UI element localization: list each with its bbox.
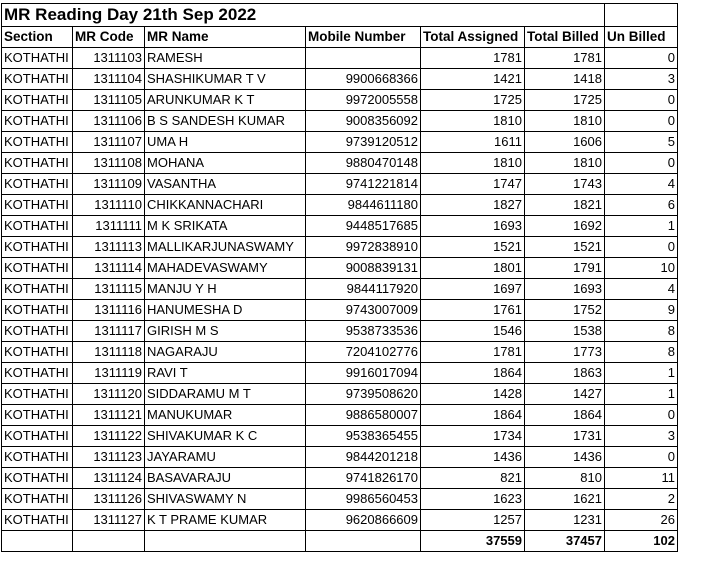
cell-un-billed: 3 bbox=[605, 426, 678, 447]
cell-mr-name: ARUNKUMAR K T bbox=[145, 90, 306, 111]
cell-mobile-number: 9886580007 bbox=[306, 405, 421, 426]
column-header-un-billed: Un Billed bbox=[605, 27, 678, 48]
cell-un-billed: 1 bbox=[605, 384, 678, 405]
spreadsheet bbox=[1, 3, 678, 552]
cell-un-billed: 1 bbox=[605, 363, 678, 384]
cell-un-billed: 11 bbox=[605, 468, 678, 489]
cell-un-billed: 0 bbox=[605, 90, 678, 111]
cell-total-assigned: 1421 bbox=[421, 69, 525, 90]
cell-section: KOTHATHI bbox=[2, 279, 73, 300]
cell-mobile-number: 9538365455 bbox=[306, 426, 421, 447]
cell-mobile-number: 9844611180 bbox=[306, 195, 421, 216]
cell-total-assigned: 1761 bbox=[421, 300, 525, 321]
cell-total-billed: 1725 bbox=[525, 90, 605, 111]
cell-mobile-number: 9972005558 bbox=[306, 90, 421, 111]
cell-total-assigned: 1781 bbox=[421, 342, 525, 363]
cell-mobile-number: 9972838910 bbox=[306, 237, 421, 258]
table-row bbox=[2, 489, 678, 510]
cell-mr-name: SIDDARAMU M T bbox=[145, 384, 306, 405]
cell-mobile-number: 9741221814 bbox=[306, 174, 421, 195]
cell-section: KOTHATHI bbox=[2, 153, 73, 174]
cell-section: KOTHATHI bbox=[2, 216, 73, 237]
cell-mr-name: RAMESH bbox=[145, 48, 306, 69]
cell-mr-code: 1311109 bbox=[73, 174, 145, 195]
cell-mobile-number: 9880470148 bbox=[306, 153, 421, 174]
total-section bbox=[2, 531, 73, 552]
cell-mr-code: 1311115 bbox=[73, 279, 145, 300]
cell-section: KOTHATHI bbox=[2, 111, 73, 132]
sheet-title: MR Reading Day 21th Sep 2022 bbox=[2, 4, 605, 27]
cell-total-billed: 1743 bbox=[525, 174, 605, 195]
cell-section: KOTHATHI bbox=[2, 426, 73, 447]
total-mobile-number bbox=[306, 531, 421, 552]
cell-total-billed: 1521 bbox=[525, 237, 605, 258]
cell-mobile-number: 9844117920 bbox=[306, 279, 421, 300]
cell-mr-code: 1311103 bbox=[73, 48, 145, 69]
cell-un-billed: 3 bbox=[605, 69, 678, 90]
cell-mr-name: SHIVAKUMAR K C bbox=[145, 426, 306, 447]
title-row bbox=[2, 4, 678, 27]
table-row bbox=[2, 300, 678, 321]
cell-mr-code: 1311120 bbox=[73, 384, 145, 405]
cell-un-billed: 8 bbox=[605, 321, 678, 342]
cell-mr-code: 1311108 bbox=[73, 153, 145, 174]
cell-mobile-number: 9986560453 bbox=[306, 489, 421, 510]
cell-mr-name: SHIVASWAMY N bbox=[145, 489, 306, 510]
cell-total-assigned: 1611 bbox=[421, 132, 525, 153]
cell-total-assigned: 1747 bbox=[421, 174, 525, 195]
cell-total-billed: 1773 bbox=[525, 342, 605, 363]
cell-mobile-number: 9620866609 bbox=[306, 510, 421, 531]
cell-total-assigned: 1693 bbox=[421, 216, 525, 237]
cell-mobile-number: 9008356092 bbox=[306, 111, 421, 132]
cell-un-billed: 6 bbox=[605, 195, 678, 216]
cell-total-billed: 1231 bbox=[525, 510, 605, 531]
cell-total-billed: 1731 bbox=[525, 426, 605, 447]
cell-section: KOTHATHI bbox=[2, 90, 73, 111]
table-row bbox=[2, 468, 678, 489]
table-row bbox=[2, 321, 678, 342]
cell-section: KOTHATHI bbox=[2, 489, 73, 510]
cell-total-assigned: 1725 bbox=[421, 90, 525, 111]
cell-mobile-number bbox=[306, 48, 421, 69]
table-row bbox=[2, 195, 678, 216]
cell-total-billed: 1810 bbox=[525, 153, 605, 174]
cell-mr-name: NAGARAJU bbox=[145, 342, 306, 363]
cell-un-billed: 0 bbox=[605, 447, 678, 468]
total-total-assigned: 37559 bbox=[421, 531, 525, 552]
total-mr-name bbox=[145, 531, 306, 552]
cell-un-billed: 5 bbox=[605, 132, 678, 153]
cell-un-billed: 0 bbox=[605, 48, 678, 69]
cell-mr-name: JAYARAMU bbox=[145, 447, 306, 468]
table-row bbox=[2, 111, 678, 132]
cell-section: KOTHATHI bbox=[2, 321, 73, 342]
cell-mobile-number: 7204102776 bbox=[306, 342, 421, 363]
header-row bbox=[2, 27, 678, 48]
cell-mr-name: CHIKKANNACHARI bbox=[145, 195, 306, 216]
cell-section: KOTHATHI bbox=[2, 384, 73, 405]
cell-total-assigned: 1546 bbox=[421, 321, 525, 342]
cell-total-assigned: 1801 bbox=[421, 258, 525, 279]
cell-mobile-number: 9916017094 bbox=[306, 363, 421, 384]
cell-section: KOTHATHI bbox=[2, 510, 73, 531]
table-row bbox=[2, 405, 678, 426]
cell-mobile-number: 9900668366 bbox=[306, 69, 421, 90]
cell-un-billed: 2 bbox=[605, 489, 678, 510]
cell-mobile-number: 9448517685 bbox=[306, 216, 421, 237]
cell-mr-name: HANUMESHA D bbox=[145, 300, 306, 321]
cell-un-billed: 1 bbox=[605, 216, 678, 237]
table-row bbox=[2, 237, 678, 258]
cell-un-billed: 0 bbox=[605, 405, 678, 426]
cell-total-assigned: 1428 bbox=[421, 384, 525, 405]
cell-mr-name: GIRISH M S bbox=[145, 321, 306, 342]
cell-mr-code: 1311106 bbox=[73, 111, 145, 132]
cell-total-billed: 1821 bbox=[525, 195, 605, 216]
cell-total-billed: 810 bbox=[525, 468, 605, 489]
cell-total-assigned: 821 bbox=[421, 468, 525, 489]
table-row bbox=[2, 216, 678, 237]
cell-total-billed: 1538 bbox=[525, 321, 605, 342]
cell-total-assigned: 1864 bbox=[421, 405, 525, 426]
table-row bbox=[2, 90, 678, 111]
cell-un-billed: 9 bbox=[605, 300, 678, 321]
cell-mr-code: 1311117 bbox=[73, 321, 145, 342]
cell-mr-name: MOHANA bbox=[145, 153, 306, 174]
cell-un-billed: 8 bbox=[605, 342, 678, 363]
mr-reading-table bbox=[1, 3, 678, 552]
cell-mr-code: 1311123 bbox=[73, 447, 145, 468]
cell-section: KOTHATHI bbox=[2, 237, 73, 258]
cell-mr-code: 1311121 bbox=[73, 405, 145, 426]
total-un-billed: 102 bbox=[605, 531, 678, 552]
table-row bbox=[2, 384, 678, 405]
cell-total-assigned: 1521 bbox=[421, 237, 525, 258]
column-header-mr-name: MR Name bbox=[145, 27, 306, 48]
cell-total-billed: 1810 bbox=[525, 111, 605, 132]
table-body bbox=[2, 48, 678, 531]
cell-un-billed: 4 bbox=[605, 279, 678, 300]
cell-total-assigned: 1257 bbox=[421, 510, 525, 531]
table-row bbox=[2, 279, 678, 300]
cell-mr-code: 1311124 bbox=[73, 468, 145, 489]
cell-mobile-number: 9743007009 bbox=[306, 300, 421, 321]
column-header-total-assigned: Total Assigned bbox=[421, 27, 525, 48]
total-total-billed: 37457 bbox=[525, 531, 605, 552]
cell-total-billed: 1621 bbox=[525, 489, 605, 510]
table-row bbox=[2, 132, 678, 153]
cell-un-billed: 26 bbox=[605, 510, 678, 531]
cell-mr-name: RAVI T bbox=[145, 363, 306, 384]
table-row bbox=[2, 447, 678, 468]
column-header-total-billed: Total Billed bbox=[525, 27, 605, 48]
cell-mr-name: B S SANDESH KUMAR bbox=[145, 111, 306, 132]
cell-total-billed: 1863 bbox=[525, 363, 605, 384]
cell-mobile-number: 9008839131 bbox=[306, 258, 421, 279]
cell-mr-code: 1311116 bbox=[73, 300, 145, 321]
cell-total-billed: 1418 bbox=[525, 69, 605, 90]
cell-un-billed: 0 bbox=[605, 111, 678, 132]
table-row bbox=[2, 510, 678, 531]
table-row bbox=[2, 69, 678, 90]
cell-section: KOTHATHI bbox=[2, 258, 73, 279]
table-row bbox=[2, 342, 678, 363]
cell-mr-name: UMA H bbox=[145, 132, 306, 153]
cell-total-billed: 1791 bbox=[525, 258, 605, 279]
total-mr-code bbox=[73, 531, 145, 552]
cell-mr-code: 1311104 bbox=[73, 69, 145, 90]
cell-total-assigned: 1436 bbox=[421, 447, 525, 468]
cell-section: KOTHATHI bbox=[2, 69, 73, 90]
cell-section: KOTHATHI bbox=[2, 342, 73, 363]
table-row bbox=[2, 48, 678, 69]
cell-mr-name: K T PRAME KUMAR bbox=[145, 510, 306, 531]
column-header-section: Section bbox=[2, 27, 73, 48]
cell-total-assigned: 1810 bbox=[421, 153, 525, 174]
cell-mr-name: MANUKUMAR bbox=[145, 405, 306, 426]
table-row bbox=[2, 174, 678, 195]
cell-mr-code: 1311111 bbox=[73, 216, 145, 237]
table-row bbox=[2, 153, 678, 174]
cell-section: KOTHATHI bbox=[2, 195, 73, 216]
cell-total-billed: 1864 bbox=[525, 405, 605, 426]
cell-mr-name: MANJU Y H bbox=[145, 279, 306, 300]
cell-total-billed: 1427 bbox=[525, 384, 605, 405]
cell-total-assigned: 1623 bbox=[421, 489, 525, 510]
table-row bbox=[2, 363, 678, 384]
cell-total-billed: 1693 bbox=[525, 279, 605, 300]
cell-un-billed: 0 bbox=[605, 153, 678, 174]
cell-mr-code: 1311110 bbox=[73, 195, 145, 216]
cell-total-billed: 1436 bbox=[525, 447, 605, 468]
cell-mr-name: VASANTHA bbox=[145, 174, 306, 195]
cell-total-assigned: 1734 bbox=[421, 426, 525, 447]
column-header-mr-code: MR Code bbox=[73, 27, 145, 48]
cell-mr-code: 1311114 bbox=[73, 258, 145, 279]
cell-mr-name: SHASHIKUMAR T V bbox=[145, 69, 306, 90]
cell-total-billed: 1606 bbox=[525, 132, 605, 153]
cell-mr-code: 1311105 bbox=[73, 90, 145, 111]
cell-mr-code: 1311107 bbox=[73, 132, 145, 153]
cell-un-billed: 4 bbox=[605, 174, 678, 195]
cell-total-billed: 1692 bbox=[525, 216, 605, 237]
cell-total-assigned: 1827 bbox=[421, 195, 525, 216]
cell-mobile-number: 9741826170 bbox=[306, 468, 421, 489]
cell-mr-name: MALLIKARJUNASWAMY bbox=[145, 237, 306, 258]
cell-section: KOTHATHI bbox=[2, 447, 73, 468]
cell-mr-code: 1311113 bbox=[73, 237, 145, 258]
table-row bbox=[2, 426, 678, 447]
cell-un-billed: 0 bbox=[605, 237, 678, 258]
cell-mr-code: 1311118 bbox=[73, 342, 145, 363]
cell-mobile-number: 9739120512 bbox=[306, 132, 421, 153]
cell-mr-name: MAHADEVASWAMY bbox=[145, 258, 306, 279]
cell-section: KOTHATHI bbox=[2, 363, 73, 384]
cell-mobile-number: 9844201218 bbox=[306, 447, 421, 468]
cell-section: KOTHATHI bbox=[2, 405, 73, 426]
cell-mr-name: BASAVARAJU bbox=[145, 468, 306, 489]
cell-mr-name: M K SRIKATA bbox=[145, 216, 306, 237]
cell-total-assigned: 1697 bbox=[421, 279, 525, 300]
cell-mobile-number: 9739508620 bbox=[306, 384, 421, 405]
cell-total-assigned: 1864 bbox=[421, 363, 525, 384]
cell-mr-code: 1311119 bbox=[73, 363, 145, 384]
cell-mobile-number: 9538733536 bbox=[306, 321, 421, 342]
cell-mr-code: 1311122 bbox=[73, 426, 145, 447]
totals-row bbox=[2, 531, 678, 552]
cell-total-assigned: 1810 bbox=[421, 111, 525, 132]
cell-section: KOTHATHI bbox=[2, 48, 73, 69]
title-row-empty-cell bbox=[605, 4, 678, 27]
cell-section: KOTHATHI bbox=[2, 468, 73, 489]
cell-mr-code: 1311126 bbox=[73, 489, 145, 510]
cell-total-billed: 1781 bbox=[525, 48, 605, 69]
cell-mr-code: 1311127 bbox=[73, 510, 145, 531]
cell-un-billed: 10 bbox=[605, 258, 678, 279]
table-row bbox=[2, 258, 678, 279]
cell-total-assigned: 1781 bbox=[421, 48, 525, 69]
cell-section: KOTHATHI bbox=[2, 132, 73, 153]
cell-section: KOTHATHI bbox=[2, 174, 73, 195]
cell-section: KOTHATHI bbox=[2, 300, 73, 321]
column-header-mobile-number: Mobile Number bbox=[306, 27, 421, 48]
cell-total-billed: 1752 bbox=[525, 300, 605, 321]
